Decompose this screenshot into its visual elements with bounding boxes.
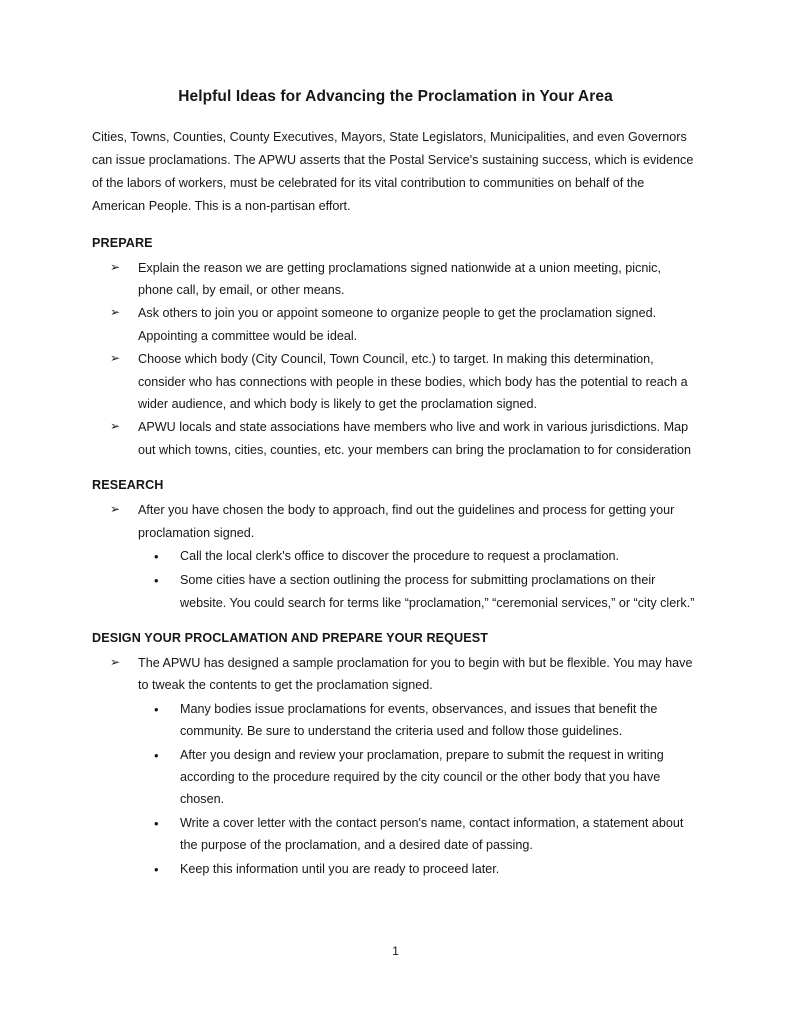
list-item <box>92 858 699 881</box>
section-heading: DESIGN YOUR PROCLAMATION AND PREPARE YOUR REQUEST <box>92 631 489 646</box>
arrow-bullet-icon: ➢ <box>110 419 121 434</box>
list-item <box>92 416 699 461</box>
page-number: 1 <box>392 944 399 958</box>
arrow-bullet-icon: ➢ <box>110 351 121 366</box>
list-item-text: Many bodies issue proclamations for events, observances, and issues that benefit the community. Be sure to understand the criteria used and follow those guidelines. <box>180 701 658 739</box>
list-item <box>92 698 699 743</box>
list-item <box>92 257 699 302</box>
list-item-text: Keep this information until you are ready to proceed later. <box>180 861 500 876</box>
list-item <box>92 812 699 857</box>
section-list <box>92 257 699 462</box>
list-item-text: Call the local clerk's office to discover the procedure to request a proclamation. <box>180 549 619 564</box>
dot-bullet-icon: • <box>154 549 159 565</box>
list-item <box>92 545 699 568</box>
list-item <box>92 348 699 415</box>
list-item-text: The APWU has designed a sample proclamation for you to begin with but be flexible. You may have to tweak the contents to get the proclamation signed. <box>138 656 693 693</box>
list-item-text: After you have chosen the body to approach, find out the guidelines and process for getting your proclamation signed. <box>138 503 675 540</box>
list-item <box>92 302 699 347</box>
sections-container <box>92 236 699 881</box>
list-item-text: Ask others to join you or appoint someone to organize people to get the proclamation signed. Appointing a committee would be ideal. <box>138 306 657 343</box>
list-item-text: Explain the reason we are getting proclamations signed nationwide at a union meeting, picnic, phone call, by email, or other means. <box>138 260 661 298</box>
list-item-text: Some cities have a section outlining the process for submitting proclamations on their website. You could search for terms like “proclamation,” “ceremonial services,” or “city clerk.” <box>180 573 695 610</box>
list-item-text: Choose which body (City Council, Town Council, etc.) to target. In making this determination, consider who has connections with people in these bodies, which body has the potential to reach a wider audience, and which body is likely to get the proclamation signed. <box>138 352 688 412</box>
list-item-text: After you design and review your proclamation, prepare to submit the request in writing according to the procedure required by the city council or the other body that you have chosen. <box>180 747 664 807</box>
list-item-text: Write a cover letter with the contact person's name, contact information, a statement about the purpose of the proclamation, and a desired date of passing. <box>180 815 684 853</box>
arrow-bullet-icon: ➢ <box>110 259 121 274</box>
list-item <box>92 652 699 697</box>
arrow-bullet-icon: ➢ <box>110 305 121 320</box>
arrow-bullet-icon: ➢ <box>110 502 121 517</box>
page-title: Helpful Ideas for Advancing the Proclamation in Your Area <box>178 88 613 105</box>
dot-bullet-icon: • <box>154 573 159 589</box>
section-list <box>92 499 699 614</box>
arrow-bullet-icon: ➢ <box>110 655 121 670</box>
list-item <box>92 499 699 544</box>
dot-bullet-icon: • <box>154 815 159 831</box>
dot-bullet-icon: • <box>154 861 159 877</box>
intro-paragraph: Cities, Towns, Counties, County Executives, Mayors, State Legislators, Municipalities, and even Governors can issue proclamations. The APWU asserts that the Postal Service's sustaining success, which is evidence of the labors of workers, must be celebrated for its vital contribution to communities on behalf of the American People. This is a non-partisan effort. <box>92 130 694 213</box>
dot-bullet-icon: • <box>154 701 159 717</box>
list-item <box>92 569 699 614</box>
section-heading: RESEARCH <box>92 478 164 493</box>
section-heading: PREPARE <box>92 235 153 250</box>
list-item-text: APWU locals and state associations have members who live and work in various jurisdictions. Map out which towns, cities, counties, etc. your members can bring the proclamation to for consideration <box>138 420 691 457</box>
list-item <box>92 744 699 811</box>
dot-bullet-icon: • <box>154 747 159 763</box>
section-list <box>92 652 699 881</box>
